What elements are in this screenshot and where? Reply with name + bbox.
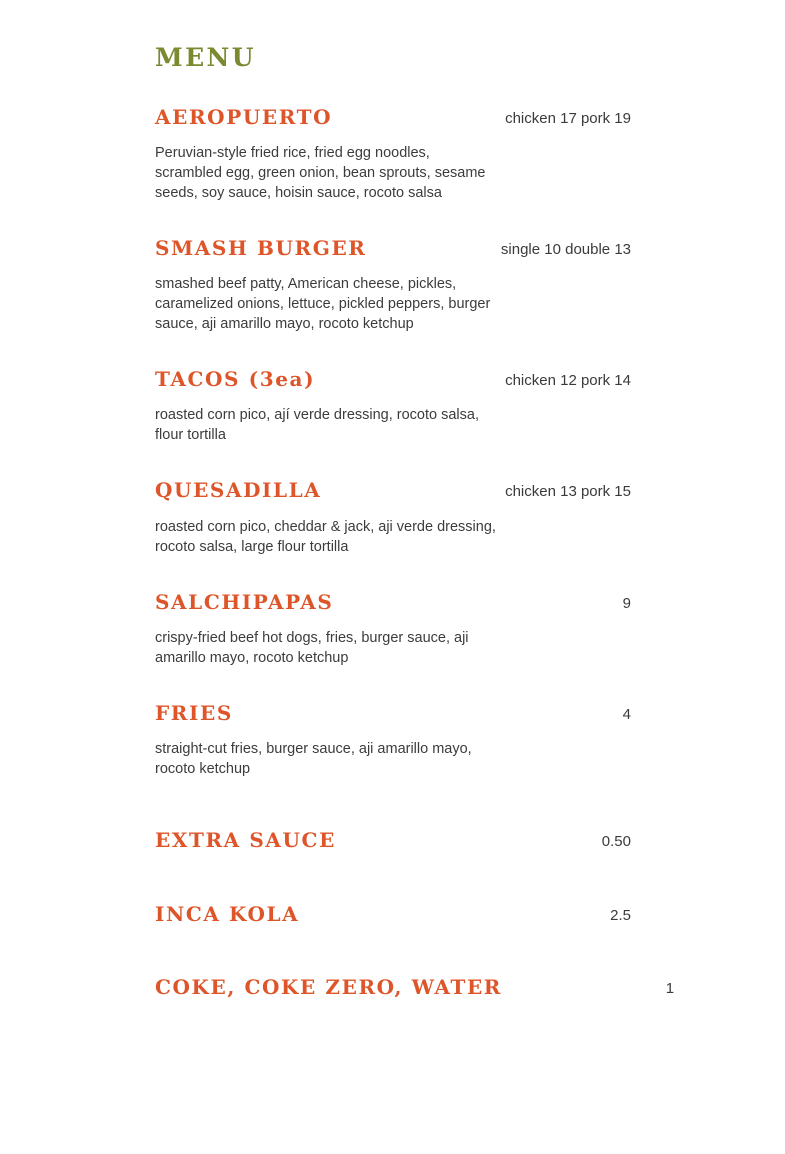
menu-item-extra-sauce [155, 779, 631, 852]
menu-item-description: Peruvian-style fried rice, fried egg noodles, scrambled egg, green onion, bean sprouts, sesame seeds, soy sauce, hoisin sauce, rocoto salsa [155, 144, 486, 201]
menu-item-header [155, 106, 631, 129]
menu-item-header [155, 479, 631, 502]
menu-item-inca-kola [155, 853, 631, 926]
menu-item-name: EXTRA SAUCE [155, 828, 336, 853]
menu-item-description: roasted corn pico, cheddar & jack, aji verde dressing, rocoto salsa, large flour tortilla [155, 518, 496, 555]
menu-item-name: TACOS (3ea) [155, 367, 316, 392]
menu-item-header [155, 591, 631, 614]
menu-item-quesadilla [155, 445, 631, 556]
menu-item-name: COKE, COKE ZERO, WATER [155, 974, 503, 999]
menu-item-header [155, 237, 631, 260]
menu-item-description: roasted corn pico, ají verde dressing, rocoto salsa, flour tortilla [155, 407, 479, 444]
menu-item-price: 0.50 [601, 833, 631, 851]
menu-item-fries [155, 668, 631, 779]
menu-item-salchipapas [155, 557, 631, 668]
menu-item-header [155, 903, 631, 926]
menu-item-name: QUESADILLA [155, 478, 322, 503]
menu-item-header [155, 368, 631, 391]
menu-item-header [155, 702, 631, 725]
menu-item-name: FRIES [155, 700, 233, 725]
menu-item-price: chicken 12 pork 14 [505, 372, 631, 390]
menu-item-coke-coke-zero-water [155, 926, 675, 999]
menu-item-name: SALCHIPAPAS [155, 589, 334, 614]
menu-item-price: 9 [622, 594, 631, 612]
menu-item-price: 4 [622, 705, 631, 723]
menu-item-description: smashed beef patty, American cheese, pickles, caramelized onions, lettuce, pickled peppers, burger sauce, aji amarillo mayo, rocoto ketchup [155, 276, 491, 333]
menu-item-tacos [155, 334, 631, 445]
page-title: MENU [155, 43, 256, 72]
menu-item-price: 2.5 [610, 906, 631, 924]
menu-item-description: crispy-fried beef hot dogs, fries, burger sauce, aji amarillo mayo, rocoto ketchup [155, 629, 469, 666]
menu-item-name: INCA KOLA [155, 901, 300, 926]
menu-item-aeropuerto [155, 72, 631, 203]
menu-item-price: single 10 double 13 [500, 240, 631, 258]
menu-item-price: 1 [665, 979, 675, 997]
menu-item-price: chicken 13 pork 15 [505, 483, 631, 501]
menu-item-header [155, 974, 675, 999]
menu-item-smash-burger [155, 203, 631, 334]
menu-item-price: chicken 17 pork 19 [505, 109, 631, 127]
menu-content [155, 0, 675, 999]
menu-item-name: SMASH BURGER [155, 235, 367, 260]
menu-item-description: straight-cut fries, burger sauce, aji amarillo mayo, rocoto ketchup [155, 741, 472, 778]
menu-item-header [155, 829, 631, 852]
menu-item-name: AEROPUERTO [155, 104, 333, 129]
menu-item-list [155, 72, 675, 1000]
